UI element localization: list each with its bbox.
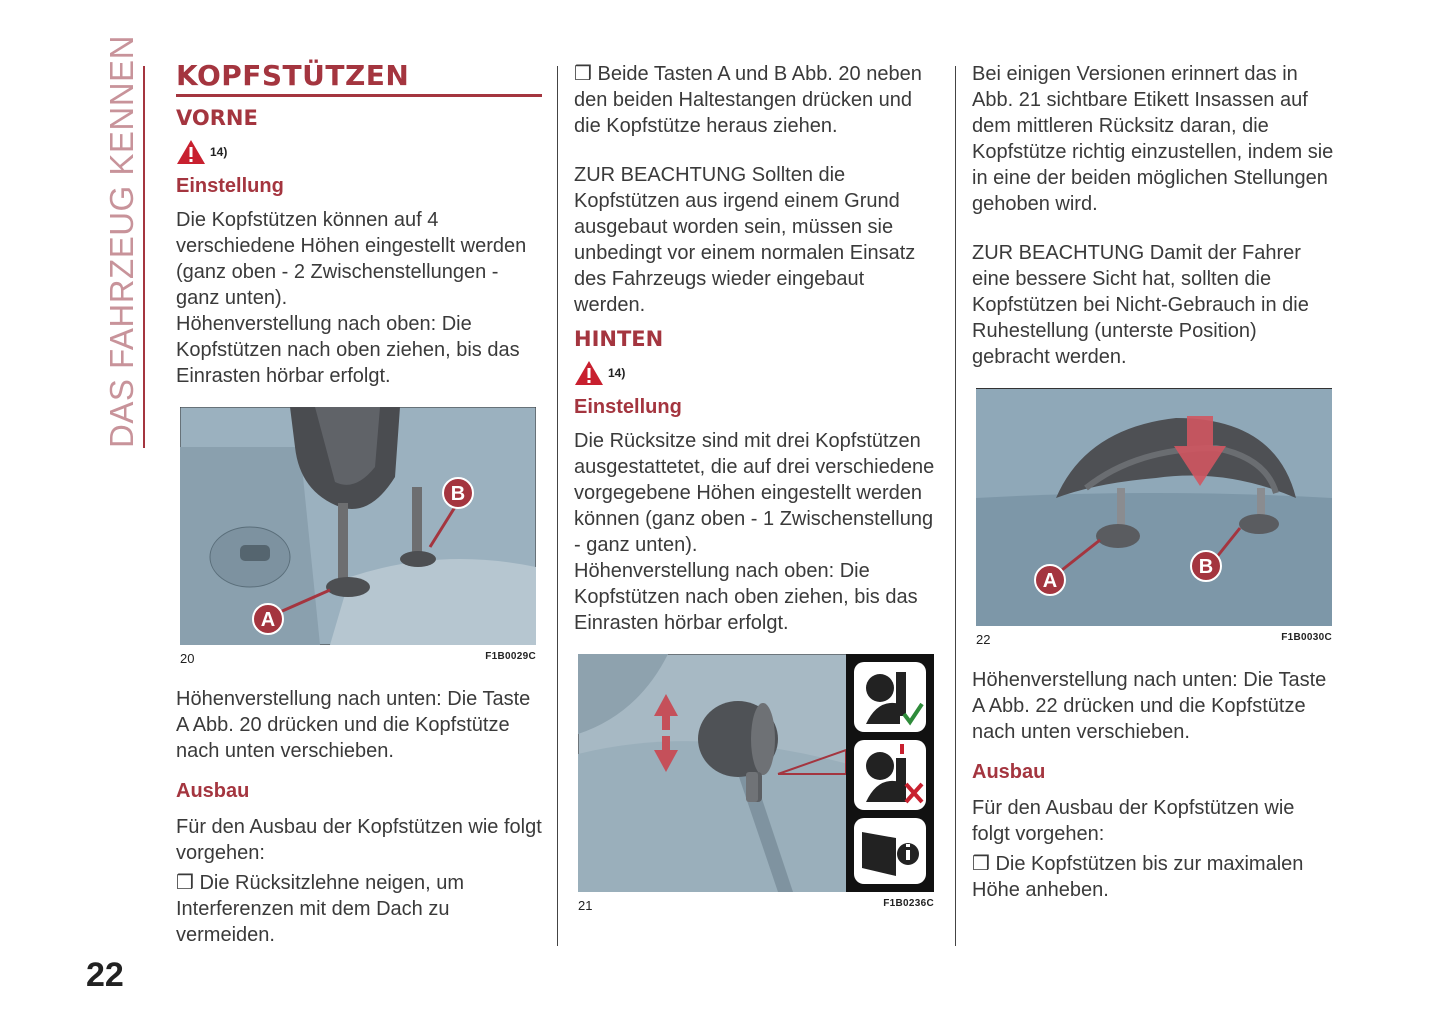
figure-22	[976, 388, 1332, 647]
side-section-title: DAS FAHRZEUG KENNEN	[103, 35, 140, 448]
section-title: KOPFSTÜTZEN	[176, 59, 410, 92]
paragraph: Für den Ausbau der Kopfstützen wie folgt vorgehen:	[972, 797, 1295, 845]
column-1	[176, 60, 542, 948]
rear-headrest-removal-image	[976, 388, 1332, 626]
rear-headrest-image	[578, 654, 934, 892]
title-rule	[176, 94, 542, 97]
paragraph: ZUR BEACHTUNG Damit der Fahrer eine bessere Sicht hat, sollten die Kopfstützen bei Nicht-Gebrauch in die Ruhestellung (unterste Position) gebracht werden.	[972, 242, 1309, 368]
heading-ausbau: Ausbau	[176, 780, 250, 802]
paragraph: Höhenverstellung nach unten: Die Taste A Abb. 20 drücken und die Kopfstütze nach unten verschieben.	[176, 688, 531, 762]
figure-caption	[180, 651, 536, 666]
paragraph: Die Rücksitze sind mit drei Kopfstützen ausgestattetet, die auf drei verschiedene vorgegebene Höhen eingestellt werden können (ganz oben - 1 Zwischenstellung - ganz unten).	[574, 430, 935, 556]
column-2	[574, 60, 936, 913]
figure-caption	[578, 898, 934, 913]
figure-label-b: B	[1198, 556, 1214, 578]
paragraph: Höhenverstellung nach oben: Die Kopfstützen nach oben ziehen, bis das Einrasten hörbar erfolgt.	[574, 560, 918, 634]
warning-icon	[176, 139, 206, 165]
warning-reference	[176, 137, 542, 167]
column-divider	[557, 66, 558, 946]
paragraph: Die Kopfstützen können auf 4 verschiedene Höhen eingestellt werden (ganz oben - 2 Zwischenstellungen - ganz unten).	[176, 209, 527, 309]
front-headrest-image	[180, 407, 536, 645]
subsection-title: HINTEN	[574, 327, 664, 351]
paragraph: Bei einigen Versionen erinnert das in Abb. 21 sichtbare Etikett Insassen auf dem mittleren Rücksitz daran, die Kopfstütze richtig einzustellen, indem sie in eine der beiden möglichen Stellungen gehoben wird.	[972, 63, 1334, 215]
warning-reference	[574, 358, 936, 388]
figure-label-a: A	[260, 609, 276, 631]
warning-number: 14)	[210, 145, 228, 159]
figure-code: F1B0236C	[883, 898, 934, 909]
figure-number: 21	[578, 898, 593, 913]
subsection-title: VORNE	[176, 106, 258, 130]
page-number: 22	[86, 956, 124, 994]
paragraph: Höhenverstellung nach unten: Die Taste A Abb. 22 drücken und die Kopfstütze nach unten verschieben.	[972, 669, 1327, 743]
heading-ausbau: Ausbau	[972, 761, 1046, 783]
figure-number: 20	[180, 651, 195, 666]
column-divider	[955, 66, 956, 946]
list-item: ❒ Beide Tasten A und B Abb. 20 neben den beiden Haltestangen drücken und die Kopfstütze heraus ziehen.	[574, 63, 922, 137]
figure-code: F1B0030C	[1281, 632, 1332, 643]
figure-20	[180, 407, 536, 666]
figure-caption	[976, 632, 1332, 647]
heading-einstellung: Einstellung	[176, 175, 284, 197]
side-rule	[143, 66, 145, 448]
list-item: ❒ Die Rücksitzlehne neigen, um Interferenzen mit dem Dach zu vermeiden.	[176, 872, 465, 946]
warning-icon	[574, 360, 604, 386]
figure-21	[578, 654, 934, 913]
column-3	[972, 60, 1336, 903]
figure-label-a: A	[1042, 570, 1058, 592]
heading-einstellung: Einstellung	[574, 396, 682, 418]
warning-number: 14)	[608, 366, 626, 380]
list-item: ❒ Die Kopfstützen bis zur maximalen Höhe anheben.	[972, 853, 1304, 901]
figure-code: F1B0029C	[485, 651, 536, 662]
paragraph: ZUR BEACHTUNG Sollten die Kopfstützen aus irgend einem Grund ausgebaut worden sein, müssen sie unbedingt vor einem normalen Einsatz des Fahrzeugs wieder eingebaut werden.	[574, 164, 916, 316]
figure-number: 22	[976, 632, 991, 647]
paragraph: Für den Ausbau der Kopfstützen wie folgt vorgehen:	[176, 816, 542, 864]
paragraph: Höhenverstellung nach oben: Die Kopfstützen nach oben ziehen, bis das Einrasten hörbar erfolgt.	[176, 313, 520, 387]
figure-label-b: B	[450, 483, 466, 505]
